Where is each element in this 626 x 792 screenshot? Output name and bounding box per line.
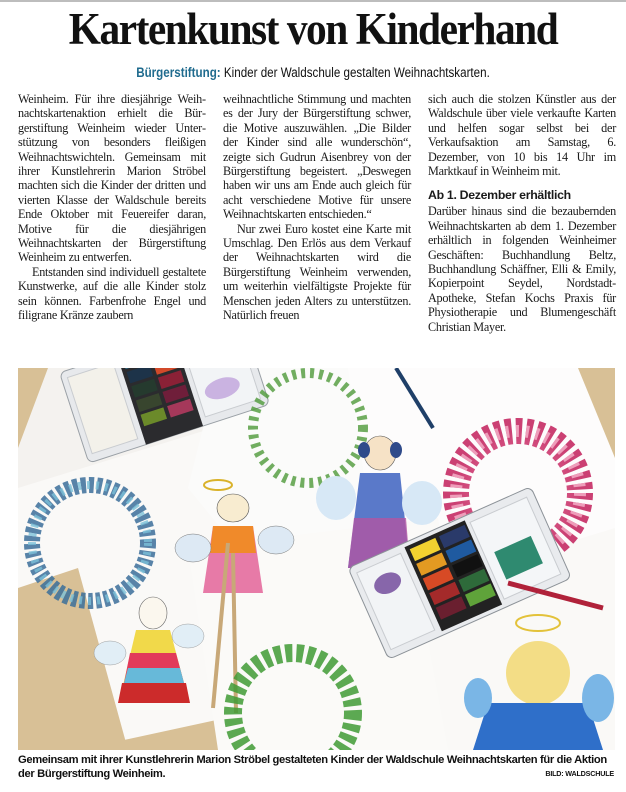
article-body: [18, 92, 616, 344]
photo-credit: BILD: WALDSCHULE: [545, 769, 614, 778]
headline: Kartenkunst von Kinderhand: [68, 4, 558, 54]
paragraph: Entstanden sind individuell gestaltete Kunstwerke, auf die alle Kinder stolz sein können. Farbenfrohe Engel und filigrane Kränze zaubern: [18, 264, 206, 323]
column-1: [18, 92, 206, 323]
article-photo: [18, 368, 615, 750]
photo-illustration: [18, 368, 615, 750]
subheadline-text: Kinder der Waldschule gestalten Weihnachtskarten.: [220, 65, 490, 80]
paragraph: Darüber hinaus sind die bezaubernden Weihnachtskarten ab dem 1. Dezember erhältlich in folgenden Weinheimer Geschäften: Buchhandlung Beltz, Buchhandlung Schäffner, Elli & Emily, Kopierpoint Seydel, Nordstadt-Apotheke, Stefan Kochs Praxis für Physiotherapie und Blumengeschäft Christian Mayer.: [428, 204, 616, 334]
paragraph: weihnachtliche Stimmung und machten es der Jury der Bürgerstiftung schwer, die Motive auszuwählen. „Die Bilder der Kinder sind alle wunderschön“, zeigte sich Gudrun Aisenbrey von der Bürgerstiftung begeistert. „Deswegen haben wir uns am Ende auch gleich für acht verschiedene Motive für unsere Weihnachtskarten entschieden.“: [223, 92, 411, 222]
photo-caption: Gemeinsam mit ihrer Kunstlehrerin Marion Ströbel gestalteten Kinder der Waldschule Weihnachtskarten für die Aktion der Bürgerstiftung Weinheim.: [18, 754, 607, 780]
paragraph: sich auch die stolzen Künstler aus der Waldschule über viele verkaufte Karten und helfen sogar selbst bei der Verkaufsaktion am Samstag, 6. Dezember, von 10 bis 14 Uhr im Marktkauf in Weinheim mit.: [428, 92, 616, 179]
kicker: Bürgerstiftung:: [136, 65, 221, 80]
section-subhead: Ab 1. Dezember erhältlich: [428, 188, 571, 203]
paragraph: Weinheim. Für ihre diesjährige Weihnachtskartenaktion erhielt die Bürgerstiftung Weinheim wieder Unterstützung von besonders fleißigen Weihnachtswichteln. Gemeinsam mit ihrer Kunstlehrerin Marion Ströbel machten sich die Kinder der dritten und vierten Klasse der Waldschule bereits Ende Oktober mit Feuereifer daran, Motive für die diesjährigen Weihnachtskarten der Bürgerstiftung Weinheim zu entwerfen.: [18, 92, 206, 265]
subheadline: [44, 64, 582, 82]
column-3: [428, 92, 616, 334]
paragraph: Nur zwei Euro kostet eine Karte mit Umschlag. Den Erlös aus dem Verkauf der Weihnachtskarten wird die Bürgerstiftung Weinheim verwenden, um weiterhin vielfältigste Projekte für Menschen jeden Alters zu unterstützen. Natürlich freuen: [223, 221, 411, 323]
column-2: [223, 92, 411, 323]
